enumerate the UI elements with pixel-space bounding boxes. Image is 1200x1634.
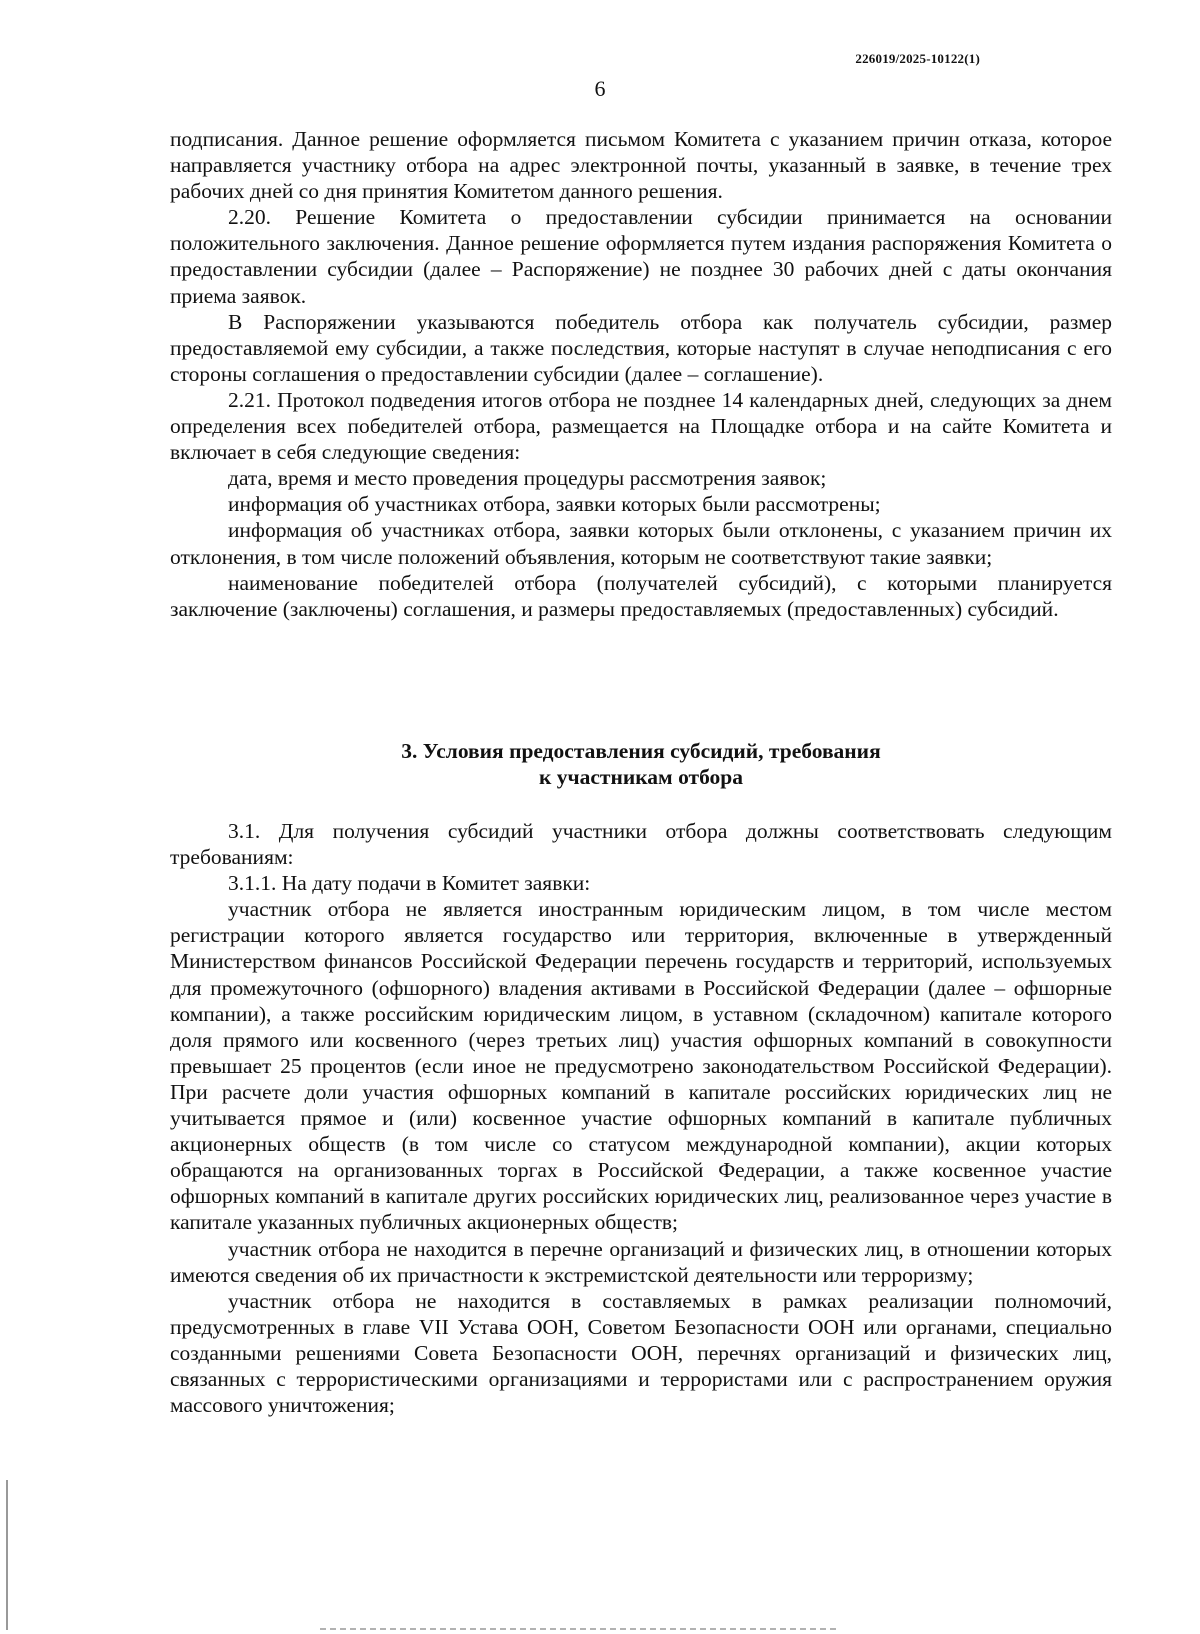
paragraph-2-21: 2.21. Протокол подведения итогов отбора не позднее 14 календарных дней, следующих за днем определения всех победителей отбора, размещается на Площадке отбора и на сайте Комитета и включает в себя следующие сведения: bbox=[170, 387, 1112, 465]
paragraph-2-20: 2.20. Решение Комитета о предоставлении субсидии принимается на основании положительного заключения. Данное решение оформляется путем издания распоряжения Комитета о предоставлении субсидии (далее – Распоряжение) не позднее 30 рабочих дней с даты окончания приема заявок. bbox=[170, 205, 1112, 308]
requirement-not-offshore: участник отбора не является иностранным юридическим лицом, в том числе местом регистрации которого является государство или территория, включенные в утвержденный Министерством финансов Российской Федерации перечень государств и территорий, используемых для промежуточного (офшорного) владения активами в Российской Федерации (далее – офшорные компании), а также российским юридическим лицом, в уставном (складочном) капитале которого доля прямого или косвенного (через третьих лиц) участия офшорных компаний в совокупности превышает 25 процентов (если иное не предусмотрено законодательством Российской Федерации). При расчете доли участия офшорных компаний в капитале российских юридических лиц не учитывается прямое и (или) косвенное участие офшорных компаний в капитале публичных акционерных обществ (в том числе со статусом международной компании), акции которых обращаются на организованных торгах в Российской Федерации, а также косвенное участие офшорных компаний в капитале других российских юридических лиц, реализованное через участие в капитале указанных публичных акционерных обществ; bbox=[170, 897, 1112, 1235]
section-heading-line-1: 3. Условия предоставления субсидий, требования bbox=[401, 739, 881, 763]
document-reference-number: 226019/2025-10122(1) bbox=[855, 51, 980, 66]
requirement-not-un-sanctions: участник отбора не находится в составляемых в рамках реализации полномочий, предусмотренных в главе VII Устава ООН, Советом Безопасности ООН или органами, специально созданными решениями Совета Безопасности ООН, перечнях организаций и физических лиц, связанных с террористическими организациями и террористами или с распространением оружия массового уничтожения; bbox=[170, 1288, 1112, 1418]
list-item-rejected-participants: информация об участниках отбора, заявки которых были отклонены, с указанием причин их отклонения, в том числе положений объявления, которым не соответствуют такие заявки; bbox=[170, 518, 1112, 569]
scan-bottom-artifact bbox=[320, 1628, 840, 1630]
body-text-top bbox=[170, 126, 1112, 622]
list-item-winners: наименование победителей отбора (получателей субсидий), с которыми планируется заключение (заключены) соглашения, и размеры предоставляемых (предоставленных) субсидий. bbox=[170, 570, 1112, 621]
list-item-reviewed-participants: информация об участниках отбора, заявки которых были рассмотрены; bbox=[228, 492, 881, 517]
section-heading-line-2: к участникам отбора bbox=[538, 765, 744, 789]
paragraph-continuation: подписания. Данное решение оформляется письмом Комитета с указанием причин отказа, которое направляется участнику отбора на адрес электронной почты, указанный в заявке, в течение трех рабочих дней со дня принятия Комитетом данного решения. bbox=[170, 127, 1112, 204]
paragraph-order-contents: В Распоряжении указываются победитель отбора как получатель субсидии, размер предоставляемой ему субсидии, а также последствия, которые наступят в случае неподписания с его стороны соглашения о предоставлении субсидии (далее – соглашение). bbox=[170, 309, 1112, 386]
list-item-date-time-place: дата, время и место проведения процедуры рассмотрения заявок; bbox=[228, 466, 827, 491]
page-number: 6 bbox=[594, 76, 606, 101]
paragraph-3-1-1: 3.1.1. На дату подачи в Комитет заявки: bbox=[228, 871, 591, 896]
paragraph-3-1: 3.1. Для получения субсидий участники отбора должны соответствовать следующим требованиям: bbox=[170, 819, 1112, 870]
section-heading bbox=[170, 738, 1112, 790]
scan-edge-artifact bbox=[6, 1480, 8, 1630]
body-text-bottom bbox=[170, 818, 1112, 1418]
requirement-not-extremist: участник отбора не находится в перечне организаций и физических лиц, в отношении которых имеются сведения об их причастности к экстремистской деятельности или терроризму; bbox=[170, 1236, 1112, 1287]
